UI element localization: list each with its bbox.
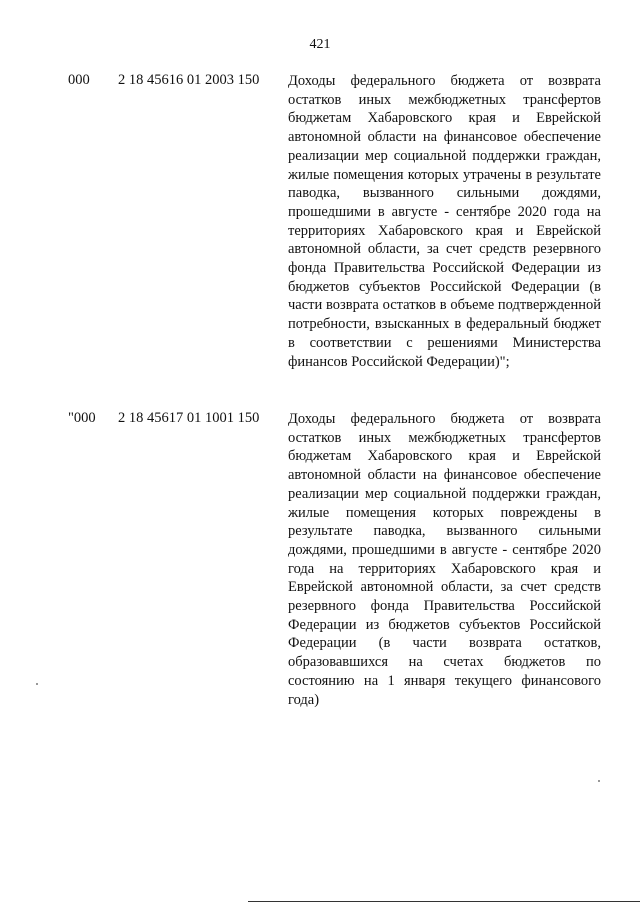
scan-speck xyxy=(36,683,38,685)
scan-speck xyxy=(598,780,600,782)
entry-description: Доходы федерального бюджета от возврата остатков иных межбюджетных трансфертов бюджетам Хабаровского края и Еврейской автономной области на финансовое обеспечение реализации мер социальной поддержки граждан, жилые помещения которых повреждены в результате паводка, вызванного сильными дождями, прошедшими в августе - сентябре 2020 года на территориях Хабаровского края и Еврейской автономной области, за счет средств резервного фонда Правительства Российской Федерации из бюджетов субъектов Российской Федерации (в части возврата остатков, образовавшихся на счетах бюджетов по состоянию на 1 января текущего финансового года) xyxy=(288,411,601,708)
kbk-code: 2 18 45616 01 2003 150 xyxy=(118,72,260,88)
page-number: 421 xyxy=(309,37,331,52)
kbk-code: 2 18 45617 01 1001 150 xyxy=(118,410,260,426)
admin-code: 000 xyxy=(68,72,90,88)
entry-description: Доходы федерального бюджета от возврата остатков иных межбюджетных трансфертов бюджетам Хабаровского края и Еврейской автономной области на финансовое обеспечение реализации мер социальной поддержки граждан, жилые помещения которых утрачены в результате паводка, вызванного сильными дождями, прошедшими в августе - сентябре 2020 года на территориях Хабаровского края и Еврейской автономной области, за счет средств резервного фонда Правительства Российской Федерации из бюджетов субъектов Российской Федерации (в части возврата остатков в объеме подтвержденной потребности, взысканных в федеральный бюджет в соответствии с решениями Министерства финансов Российской Федерации)"; xyxy=(288,73,601,370)
admin-code: "000 xyxy=(68,410,96,426)
scan-edge-line xyxy=(248,901,640,902)
